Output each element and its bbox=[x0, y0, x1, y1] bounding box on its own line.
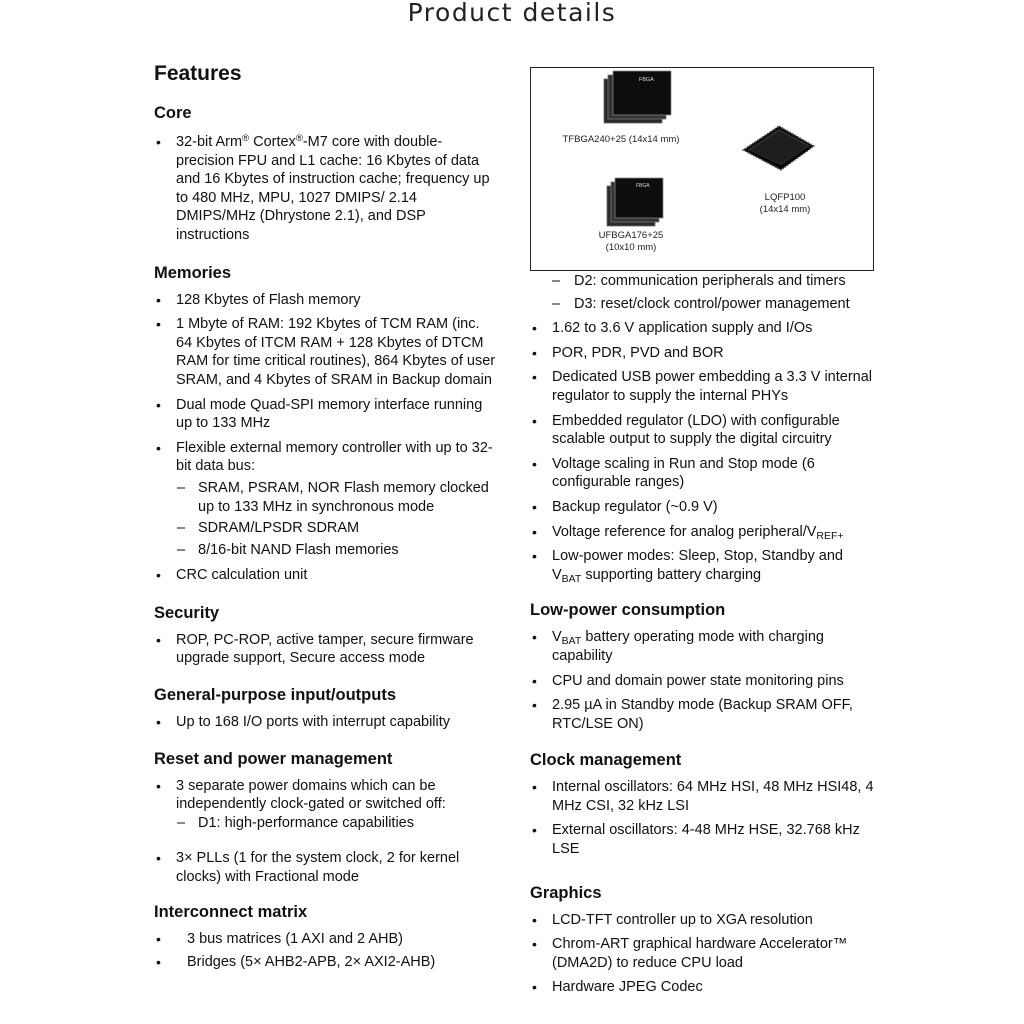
lqfp100-size: (14x14 mm) bbox=[759, 204, 811, 215]
list-item: • Bridges (5× AHB2-APB, 2× AXI2-AHB) bbox=[154, 953, 499, 972]
sub-list-item: – SRAM, PSRAM, NOR Flash memory clocked up to 133 MHz in synchronous mode bbox=[176, 479, 499, 516]
list-item: • 2.95 µA in Standby mode (Backup SRAM OFF, RTC/LSE ON) bbox=[530, 696, 875, 733]
interconnect-list bbox=[154, 930, 499, 972]
lqfp100-name: LQFP100 bbox=[764, 192, 806, 203]
clock-list bbox=[530, 778, 875, 858]
list-item: • 1 Mbyte of RAM: 192 Kbytes of TCM RAM (inc. 64 Kbytes of ITCM RAM + 128 Kbytes of DTCM RAM for time critical routines), 864 Kbytes of user SRAM, and 4 Kbytes of SRAM in Backup domain bbox=[154, 315, 499, 389]
memories-heading: Memories bbox=[154, 263, 232, 282]
security-heading: Security bbox=[154, 603, 220, 622]
low-power-heading: Low-power consumption bbox=[530, 601, 726, 620]
left-column bbox=[154, 103, 499, 972]
list-item: • CPU and domain power state monitoring pins bbox=[530, 672, 875, 691]
sub-list-item: – D2: communication peripherals and timers bbox=[530, 272, 875, 291]
ufbga176-name: UFBGA176+25 bbox=[598, 230, 664, 241]
list-item: • $V_{BAT}$ battery operating mode with charging capability bbox=[530, 628, 875, 665]
reset-power-list bbox=[154, 777, 499, 887]
sub-list-item: – SDRAM/LPSDR SDRAM bbox=[176, 519, 499, 538]
ufbga176-chip-icon bbox=[607, 178, 663, 226]
graphics-list bbox=[530, 911, 875, 997]
list-item: • 1.62 to 3.6 V application supply and I/Os bbox=[530, 319, 875, 338]
lqfp100-label bbox=[743, 192, 827, 216]
list-item: • 3× PLLs (1 for the system clock, 2 for kernel clocks) with Fractional mode bbox=[154, 849, 499, 886]
list-item: • External oscillators: 4-48 MHz HSE, 32.768 kHz LSE bbox=[530, 821, 875, 858]
list-item: • CRC calculation unit bbox=[154, 566, 499, 585]
right-column bbox=[530, 272, 875, 997]
list-item: • 3 bus matrices (1 AXI and 2 AHB) bbox=[154, 930, 499, 949]
list-item: • Voltage scaling in Run and Stop mode (6 configurable ranges) bbox=[530, 455, 875, 492]
list-item: • 128 Kbytes of Flash memory bbox=[154, 291, 499, 310]
reset-sublist bbox=[176, 814, 499, 833]
list-item: • Internal oscillators: 64 MHz HSI, 48 MHz HSI48, 4 MHz CSI, 32 kHz LSI bbox=[530, 778, 875, 815]
list-item: • POR, PDR, PVD and BOR bbox=[530, 344, 875, 363]
list-item: • Chrom-ART graphical hardware Accelerator™ (DMA2D) to reduce CPU load bbox=[530, 935, 875, 972]
sub-list-item: – 8/16-bit NAND Flash memories bbox=[176, 541, 499, 560]
list-item: • Flexible external memory controller with up to 32-bit data bus: – SRAM, PSRAM, NOR Flash memory clocked up to 133 MHz in synchronous mode – SDRAM/LPSDR SDRAM – 8/16-bit NAND Flash memories bbox=[154, 439, 499, 560]
reset-power-heading: Reset and power management bbox=[154, 749, 393, 768]
list-item: • Up to 168 I/O ports with interrupt capability bbox=[154, 713, 499, 732]
list-item: • Voltage reference for analog peripheral/$V_{REF+}$ bbox=[530, 523, 875, 542]
memories-sublist bbox=[176, 479, 499, 559]
chip-marking: FBGA bbox=[636, 183, 650, 189]
ufbga176-label bbox=[581, 230, 681, 254]
memories-list bbox=[154, 291, 499, 585]
sub-list-item: – D1: high-performance capabilities bbox=[176, 814, 499, 833]
package-images-box bbox=[530, 67, 874, 271]
security-list bbox=[154, 631, 499, 668]
list-item: • Hardware JPEG Codec bbox=[530, 978, 875, 997]
low-power-list bbox=[530, 628, 875, 733]
sub-list-item: – D3: reset/clock control/power management bbox=[530, 295, 875, 314]
chip-marking: FBGA bbox=[639, 77, 654, 83]
list-item: • Embedded regulator (LDO) with configurable scalable output to supply the digital circuitry bbox=[530, 412, 875, 449]
list-item: • Dual mode Quad-SPI memory interface running up to 133 MHz bbox=[154, 396, 499, 433]
tfbga240-label: TFBGA240+25 (14x14 mm) bbox=[562, 134, 680, 145]
power-list bbox=[530, 319, 875, 584]
list-item: • Low-power modes: Sleep, Stop, Standby and $V_{BAT}$ supporting battery charging bbox=[530, 547, 875, 584]
list-item: • Dedicated USB power embedding a 3.3 V internal regulator to supply the internal PHYs bbox=[530, 368, 875, 405]
list-item: • Backup regulator (~0.9 V) bbox=[530, 498, 875, 517]
gpio-list bbox=[154, 713, 499, 732]
graphics-heading: Graphics bbox=[530, 883, 602, 902]
core-heading: Core bbox=[154, 104, 192, 122]
power-domains-sublist bbox=[530, 272, 875, 313]
tfbga240-chip-icon bbox=[604, 71, 671, 123]
features-heading: Features bbox=[154, 62, 242, 85]
gpio-heading: General-purpose input/outputs bbox=[154, 686, 396, 705]
core-list bbox=[154, 133, 499, 245]
interconnect-heading: Interconnect matrix bbox=[154, 902, 308, 921]
list-item: • ROP, PC-ROP, active tamper, secure firmware upgrade support, Secure access mode bbox=[154, 631, 499, 668]
ufbga176-size: (10x10 mm) bbox=[605, 242, 657, 253]
list-item: • LCD-TFT controller up to XGA resolution bbox=[530, 911, 875, 930]
lqfp100-chip-icon bbox=[743, 126, 814, 170]
list-item: • 3 separate power domains which can be independently clock-gated or switched off: – D1: high-performance capabilities bbox=[154, 777, 499, 833]
list-item: • 32-bit Arm® Cortex®-M7 core with double-precision FPU and L1 cache: 16 Kbytes of data and 16 Kbytes of instruction cache; frequency up to 480 MHz, MPU, 1027 DMIPS/ 2.14 DMIPS/MHz (Dhrystone 2.1), and DSP instructions bbox=[154, 133, 499, 245]
clock-heading: Clock management bbox=[530, 751, 682, 770]
page-title: Product details bbox=[407, 0, 617, 27]
